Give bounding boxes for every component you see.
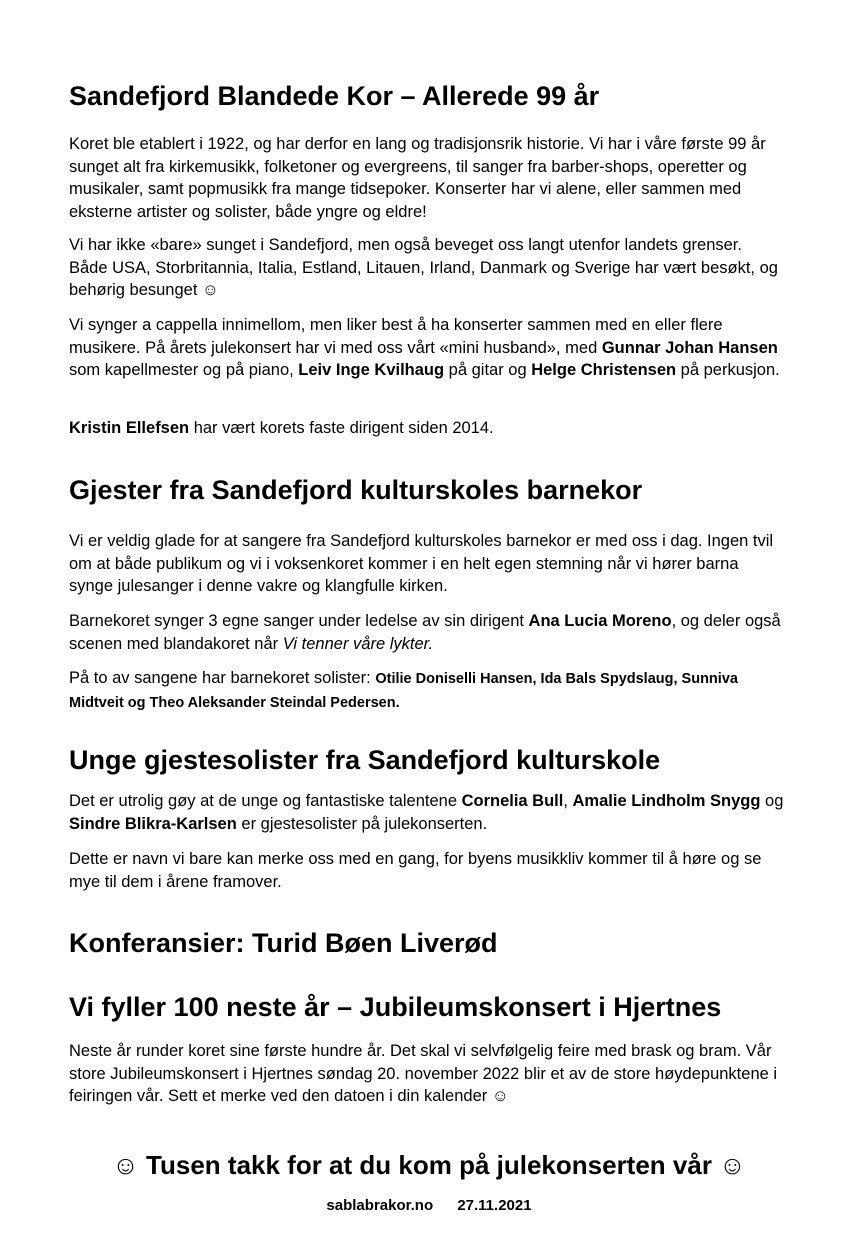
name-cornelia: Cornelia Bull [461, 792, 564, 810]
paragraph-childrens-choir-intro: Vi er veldig glade for at sangere fra Sandefjord kulturskoles barnekor er med oss i dag. Ingen tvil om at både publikum og vi i voksenkoret kommer i en helt egen stemning når vi hører barna synge julesanger i denne vakre og klangfulle kirken. [69, 532, 774, 596]
name-helge: Helge Christensen [531, 361, 677, 380]
paragraph-musicians: Vi synger a cappella innimellom, men liker best å ha konserter sammen med en eller flere musikere. På årets julekonsert har vi med oss vårt «mini husband», med Gunnar Johan Hansen som kapellmester og på piano, Leiv Inge Kvilhaug på gitar og Helge Christensen på perkusjon. [69, 316, 780, 380]
name-gunnar: Gunnar Johan Hansen [601, 338, 778, 357]
names-soloists: Otilie Doniselli Hansen, Ida Bals Spydslaug, Sunniva Midtveit og Theo Aleksander Steindal Pedersen. [69, 671, 738, 711]
paragraph-childrens-choir-songs: Barnekoret synger 3 egne sanger under ledelse av sin dirigent Ana Lucia Moreno, og deler også scenen med blandakoret når Vi tenner våre lykter. [69, 612, 781, 653]
paragraph-childrens-soloists: På to av sangene har barnekoret solister: Otilie Doniselli Hansen, Ida Bals Spydslaug, Sunniva Midtveit og Theo Aleksander Steindal Pedersen. [69, 669, 738, 711]
name-leiv: Leiv Inge Kvilhaug [298, 361, 445, 380]
footer-info [0, 1197, 858, 1214]
paragraph-choir-travels: Vi har ikke «bare» sunget i Sandefjord, men også beveget oss langt utenfor landets grenser. Både USA, Storbritannia, Italia, Estland, Litauen, Irland, Danmark og Sverige har vært besøkt, og behørig besunget ☺ [69, 236, 778, 300]
footer-date: 27.11.2021 [457, 1197, 532, 1214]
heading-young-soloists: Unge gjestesolister fra Sandefjord kulturskole [69, 745, 661, 775]
paragraph-anniversary: Neste år runder koret sine første hundre år. Det skal vi selvfølgelig feire med brask og bram. Vår store Jubileumskonsert i Hjertnes søndag 20. november 2022 blir et av de store høydepunktene i feiringen vår. Sett et merke ved den datoen i din kalender ☺ [69, 1042, 778, 1106]
name-amalie: Amalie Lindholm Snygg [572, 792, 761, 810]
heading-anniversary: Vi fyller 100 neste år – Jubileumskonsert i Hjertnes [69, 992, 722, 1022]
thank-you-message: ☺ Tusen takk for at du kom på julekonserten vår ☺ [112, 1150, 746, 1180]
heading-choir-history: Sandefjord Blandede Kor – Allerede 99 år [69, 81, 600, 111]
paragraph-young-soloists-future: Dette er navn vi bare kan merke oss med en gang, for byens musikkliv kommer til å høre og se mye til dem i årene framover. [69, 850, 762, 891]
name-sindre: Sindre Blikra-Karlsen [69, 814, 237, 833]
paragraph-conductor: Kristin Ellefsen har vært korets faste dirigent siden 2014. [69, 419, 494, 437]
paragraph-choir-founded: Koret ble etablert i 1922, og har derfor en lang og tradisjonsrik historie. Vi har i våre første 99 år sunget alt fra kirkemusikk, folketoner og evergreens, til sanger fra barber-shops, operetter og musikaler, samt popmusikk fra mange tidsepoker. Konserter har vi alene, eller sammen med eksterne artister og solister, både yngre og eldre! [69, 135, 766, 221]
name-ana: Ana Lucia Moreno [528, 612, 672, 630]
heading-childrens-choir: Gjester fra Sandefjord kulturskoles barnekor [69, 475, 643, 505]
song-title: Vi tenner våre lykter. [282, 634, 434, 653]
website-link[interactable]: sablabrakor.no [326, 1197, 434, 1214]
name-kristin: Kristin Ellefsen [69, 419, 190, 437]
paragraph-young-soloists: Det er utrolig gøy at de unge og fantastiske talentene Cornelia Bull, Amalie Lindholm Snygg og Sindre Blikra-Karlsen er gjestesolister på julekonserten. [69, 792, 784, 833]
heading-host: Konferansier: Turid Bøen Liverød [69, 928, 498, 958]
